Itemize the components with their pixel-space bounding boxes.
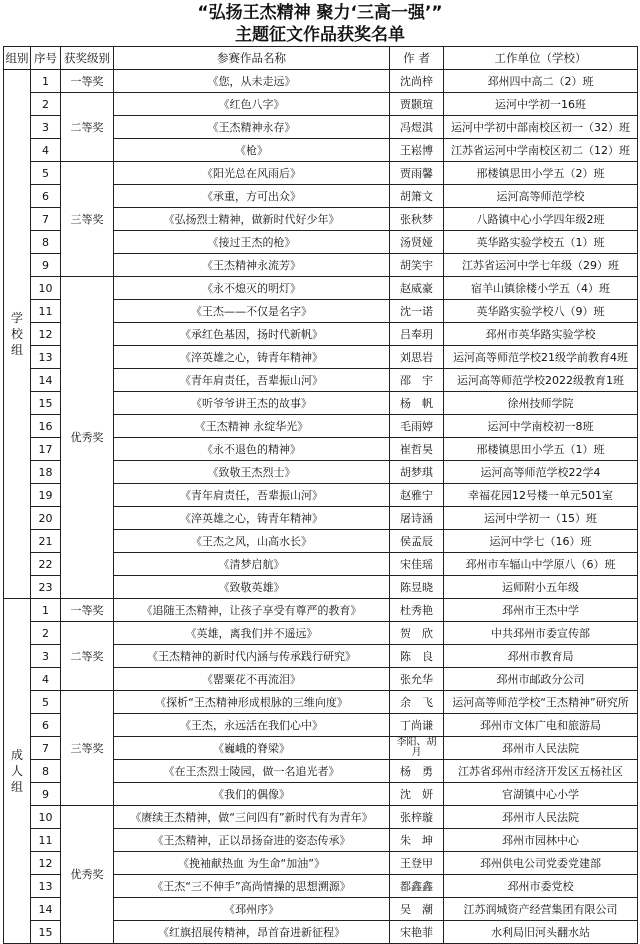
table-row: 13 《王杰“三不伸手”高尚情操的思想溯源》 都鑫鑫 邳州市委党校 — [4, 875, 638, 898]
table-row: 14 《邳州序》 吴 潮 江苏润城资产经营集团有限公司 — [4, 898, 638, 921]
table-row: 9 《我们的偶像》 沈 妍 官湖镇中心小学 — [4, 783, 638, 806]
table-row: 10 优秀奖 《赓续王杰精神，做“三问四有”新时代有为青年》 张梓璇 邳州市人民法院 — [4, 806, 638, 829]
award-level: 优秀奖 — [61, 806, 114, 944]
table-row: 19 《青年肩责任，吾辈振山河》 赵雅宁 幸福花园12号楼一单元501室 — [4, 484, 638, 507]
group-school: 学 校 组 — [4, 70, 31, 599]
table-row: 11 《王杰精神，正以昂扬奋进的姿态传承》 朱 坤 邳州市园林中心 — [4, 829, 638, 852]
header-author: 作 者 — [390, 47, 444, 70]
table-row: 14 《青年肩责任，吾辈振山河》 邵 宇 运河高等师范学校2022级教育1班 — [4, 369, 638, 392]
table-header-row — [4, 47, 638, 70]
header-level: 获奖级别 — [61, 47, 114, 70]
header-unit: 工作单位（学校） — [444, 47, 638, 70]
header-work: 参赛作品名称 — [114, 47, 390, 70]
award-level: 优秀奖 — [61, 277, 114, 599]
award-level: 二等奖 — [61, 93, 114, 162]
table-row: 11 《王杰——不仅是名字》 沈一诺 英华路实验学校八（9）班 — [4, 300, 638, 323]
table-body — [4, 70, 638, 944]
group-adult: 成 人 组 — [4, 599, 31, 944]
table-row: 成 人 组 1 一等奖 《追随王杰精神，让孩子享受有尊严的教育》 杜秀艳 邳州市王杰中学 — [4, 599, 638, 622]
table-row: 13 《淬英雄之心，铸青年精神》 刘思岩 运河高等师范学校21级学前教育4班 — [4, 346, 638, 369]
table-row: 3 《王杰精神永存》 冯煜淇 运河中学初中部南校区初一（32）班 — [4, 116, 638, 139]
table-row: 4 《枪》 王崧博 江苏省运河中学南校区初二（12）班 — [4, 139, 638, 162]
award-level: 一等奖 — [61, 70, 114, 93]
table-row: 7 《巍峨的脊梁》 李阳、胡 月 邳州市人民法院 — [4, 737, 638, 760]
table-row: 8 《接过王杰的枪》 汤贤娅 英华路实验学校五（1）班 — [4, 231, 638, 254]
table-row: 18 《致敬王杰烈士》 胡梦琪 运河高等师范学校22学4 — [4, 461, 638, 484]
table-row: 5 三等奖 《探析“王杰精神形成根脉的三维向度》 余 飞 运河高等师范学校“王杰精神”研究所 — [4, 691, 638, 714]
table-row: 8 《在王杰烈士陵园，做一名追光者》 杨 勇 江苏省邳州市经济开发区五杨社区 — [4, 760, 638, 783]
award-level: 二等奖 — [61, 622, 114, 691]
table-row: 23 《致敬英雄》 陈昱晓 运师附小五年级 — [4, 576, 638, 599]
table-row: 3 《王杰精神的新时代内涵与传承践行研究》 陈 良 邳州市教育局 — [4, 645, 638, 668]
table-row: 4 《罂粟花不再流泪》 张允华 邳州市邮政分公司 — [4, 668, 638, 691]
table-row: 7 《弘扬烈士精神，做新时代好少年》 张秋梦 八路镇中心小学四年级2班 — [4, 208, 638, 231]
table-row: 6 《王杰，永远活在我们心中》 丁尚谦 邳州市文体广电和旅游局 — [4, 714, 638, 737]
author-two-line: 李阳、胡 月 — [390, 737, 444, 760]
header-num: 序号 — [31, 47, 61, 70]
table-row: 22 《清梦启航》 宋佳瑶 邳州市车辐山中学原八（6）班 — [4, 553, 638, 576]
table-row: 21 《王杰之风，山高水长》 侯孟辰 运河中学七（16）班 — [4, 530, 638, 553]
header-group: 组别 — [4, 47, 31, 70]
table-row: 17 《永不退色的精神》 崔哲昊 邢楼镇思田小学五（1）班 — [4, 438, 638, 461]
table-row: 12 《挽袖献热血 为生命“加油”》 王登甲 邳州供电公司党委党建部 — [4, 852, 638, 875]
award-table — [3, 46, 638, 944]
award-level: 三等奖 — [61, 691, 114, 806]
table-row: 2 二等奖 《红色八字》 贾颢瑄 运河中学初一16班 — [4, 93, 638, 116]
table-row: 5 三等奖 《阳光总在风雨后》 贾雨馨 邢楼镇思田小学五（2）班 — [4, 162, 638, 185]
table-row: 10 优秀奖 《永不熄灭的明灯》 赵威豪 宿羊山镇徐楼小学五（4）班 — [4, 277, 638, 300]
page-subtitle: 主题征文作品获奖名单 — [235, 25, 405, 45]
table-row: 16 《王杰精神 永绽华光》 毛雨婷 运河中学南校初一8班 — [4, 415, 638, 438]
table-row: 2 二等奖 《英雄，离我们并不遥远》 贺 欣 中共邳州市委宣传部 — [4, 622, 638, 645]
table-row: 学 校 组 1 一等奖 《您，从未走远》 沈尚梓 邳州四中高二（2）班 — [4, 70, 638, 93]
table-row: 12 《承红色基因，扬时代新帆》 吕奉玥 邳州市英华路实验学校 — [4, 323, 638, 346]
award-level: 一等奖 — [61, 599, 114, 622]
table-row: 15 《听爷爷讲王杰的故事》 杨 帆 徐州技师学院 — [4, 392, 638, 415]
award-level: 三等奖 — [61, 162, 114, 277]
table-row: 20 《淬英雄之心，铸青年精神》 屠诗涵 运河中学初一（15）班 — [4, 507, 638, 530]
table-row: 6 《承重，方可出众》 胡箫文 运河高等师范学校 — [4, 185, 638, 208]
page-title: “弘扬王杰精神 聚力‘三高一强’” — [197, 3, 443, 23]
table-row: 15 《红旗招展传精神，昂首奋进新征程》 宋艳菲 水利局旧河头翻水站 — [4, 921, 638, 944]
table-row: 9 《王杰精神永流芳》 胡笑宇 江苏省运河中学七年级（29）班 — [4, 254, 638, 277]
